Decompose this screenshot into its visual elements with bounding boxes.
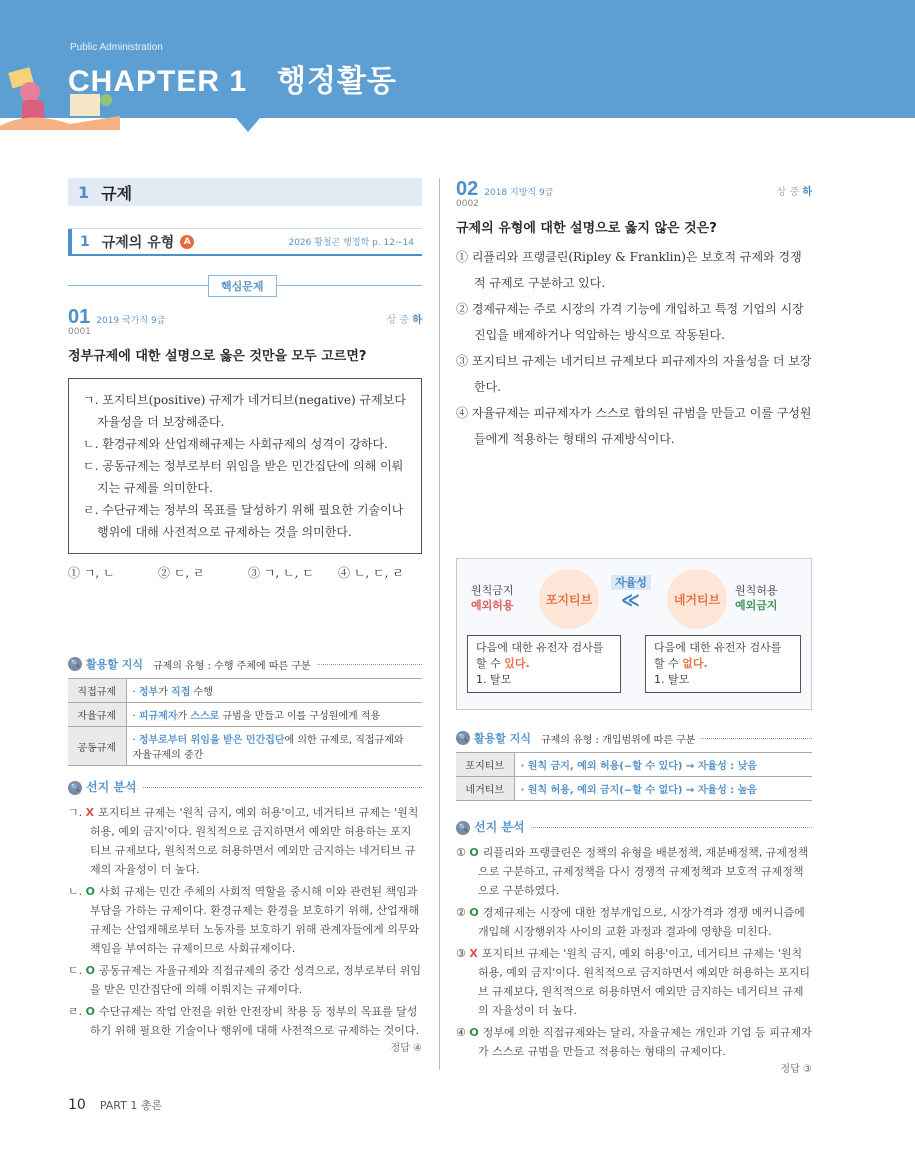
answer-label: 정답 ③: [780, 1064, 812, 1075]
chapter-name: 행정활동: [277, 65, 397, 98]
row-header: 네거티브: [456, 777, 514, 801]
analysis-item: ㄹ. O 수단규제는 작업 안전을 위한 안전장비 착용 등 정부의 목표를 달성하기 위해 필요한 기술이나 행위에 대해 사전적으로 규제하는 것이다.: [68, 1005, 419, 1037]
knowledge-box: [68, 656, 422, 766]
question-number: 01: [68, 306, 91, 328]
statement-item: ㄹ. 수단규제는 정부의 목표를 달성하기 위해 필요한 기술이나 행위에 대해 사전적으로 규제하는 것을 의미한다.: [83, 503, 404, 539]
analysis-item: ② O 경제규제는 시장에 대한 정부개입으로, 시장가격과 경쟁 메커니즘에 개입해 시장행위자 사이의 교환 과정과 결과에 영향을 미친다.: [456, 906, 805, 938]
question-source: 2019 국가직 9급: [96, 316, 166, 326]
difficulty-scale: 상 중: [776, 187, 803, 198]
analysis-item: ③ X 포지티브 규제는 '원칙 금지, 예외 허용'이고, 네거티브 규제는 '원칙 허용, 예외 금지'이다. 원칙적으로 금지하면서 예외만 허용하는 포지티브 규제보다, 원칙적으로 허용하면서 예외만 금지하는 네거티브 규제의 자율성이 더 높다.: [456, 947, 811, 1017]
table-row: [68, 727, 422, 766]
difficulty-level: [387, 311, 422, 326]
positive-circle: 포지티브: [539, 569, 599, 629]
page-footer: [68, 1097, 162, 1113]
correct-mark-icon: O: [469, 846, 479, 859]
difficulty-level: [777, 183, 812, 198]
knowledge-label: 활용할 지식: [474, 732, 531, 745]
magnifier-icon: 🔍: [456, 731, 470, 745]
autonomy-label: 자율성: [611, 575, 651, 590]
statement-item: ㄷ. 공동규제는 정부로부터 위임을 받은 민간집단에 의해 이뤄지는 규제를 의미한다.: [83, 459, 404, 495]
answer-analysis: [456, 818, 812, 1079]
analysis-label: 선지 분석: [86, 780, 137, 794]
option[interactable]: ① ㄱ, ㄴ: [68, 566, 115, 580]
importance-badge: A: [180, 235, 194, 249]
question-text: 규제의 유형에 대한 설명으로 옳지 않은 것은?: [456, 221, 717, 236]
row-header: 자율규제: [68, 703, 126, 727]
positive-desc: 원칙금지 예외허용: [471, 584, 514, 612]
analysis-item: ① O 리플리와 프랭클린은 정책의 유형을 배분정책, 재분배정책, 규제정책으로 구분하고, 규제정책을 다시 경쟁적 규제정책과 보호적 규제정책으로 구분하였다.: [456, 846, 809, 897]
option[interactable]: ② ㄷ, ㄹ: [158, 566, 205, 580]
wrong-mark-icon: X: [469, 947, 478, 960]
left-column: [68, 178, 422, 1054]
magnifier-icon: 🔍: [68, 781, 82, 795]
question-text: 정부규제에 대한 설명으로 옳은 것만을 모두 고르면?: [68, 349, 367, 364]
answer-label: 정답 ④: [390, 1043, 422, 1054]
knowledge-title: 규제의 유형 : 수행 주체에 따른 구분: [152, 660, 311, 672]
negative-desc: 원칙허용 예외금지: [735, 584, 778, 612]
core-problem-divider: [68, 278, 422, 292]
row-content: · 피규제자가 스스로 규범을 만들고 이를 구성원에게 적용: [126, 703, 422, 727]
row-content: · 정부가 직접 수행: [126, 679, 422, 703]
analysis-label: 선지 분석: [474, 820, 525, 834]
chapter-title: [68, 56, 397, 100]
question-header: [456, 178, 812, 201]
choice[interactable]: ③ 포지티브 규제는 네거티브 규제보다 피규제자의 자율성을 더 보장한다.: [456, 354, 812, 394]
negative-circle: 네거티브: [667, 569, 727, 629]
knowledge-heading: [456, 730, 812, 746]
subsection-bar: [68, 229, 72, 255]
option[interactable]: ④ ㄴ, ㄷ, ㄹ: [338, 566, 404, 580]
correct-mark-icon: O: [85, 964, 95, 977]
answer-choices: [456, 244, 812, 452]
row-content: · 원칙 금지, 예외 허용(~할 수 있다) → 자율성 : 낮음: [514, 753, 812, 777]
section-heading: [68, 178, 422, 206]
difficulty-selected: 하: [412, 315, 422, 326]
question-source: 2018 지방직 9급: [484, 188, 554, 198]
analysis-heading: [456, 818, 812, 837]
series-label: Public Administration: [70, 42, 163, 53]
row-header: 포지티브: [456, 753, 514, 777]
right-column: [456, 178, 812, 1075]
comparison-arrow-icon: ≪: [621, 590, 640, 611]
column-divider: [439, 178, 440, 1070]
answer-analysis: [68, 778, 422, 1058]
statement-item: ㄱ. 포지티브(positive) 규제가 네거티브(negative) 규제보다 자율성을 더 보장해준다.: [83, 393, 406, 429]
wrong-mark-icon: X: [85, 806, 95, 819]
question-header: [68, 306, 422, 329]
table-row: [456, 753, 812, 777]
regulation-diagram: [456, 558, 812, 710]
choice[interactable]: ① 리플리와 프랭클린(Ripley & Franklin)은 보호적 규제와 경쟁적 규제로 구분하고 있다.: [456, 250, 802, 290]
subsection-number: 1: [80, 233, 90, 250]
subsection-heading: [68, 228, 422, 256]
knowledge-table: [456, 752, 812, 801]
section-number: 1: [78, 182, 90, 202]
choice[interactable]: ④ 자율규제는 피규제자가 스스로 합의된 규범을 만들고 이를 구성원들에게 적용하는 형태의 규제방식이다.: [456, 406, 812, 446]
table-row: [456, 777, 812, 801]
analysis-item: ④ O 정부에 의한 직접규제와는 달리, 자율규제는 개인과 기업 등 피규제자가 스스로 규범을 만들고 적용하는 형태의 규제이다.: [456, 1026, 812, 1058]
analysis-item: ㄱ. X 포지티브 규제는 '원칙 금지, 예외 허용'이고, 네거티브 규제는 '원칙 허용, 예외 금지'이다. 원칙적으로 금지하면서 예외만 허용하는 포지티브 규제보다, 원칙적으로 허용하면서 예외만 금지하는 네거티브 규제의 자율성이 더 높다.: [68, 806, 419, 876]
part-label: PART 1 총론: [99, 1099, 163, 1112]
correct-mark-icon: O: [85, 1005, 95, 1018]
magnifier-icon: 🔍: [68, 657, 82, 671]
negative-example-box: 다음에 대한 유전자 검사를 할 수 없다. 1. 탈모: [645, 635, 801, 693]
question-id: 0001: [68, 327, 91, 337]
table-row: [68, 679, 422, 703]
subsection-title: 규제의 유형: [101, 234, 175, 251]
option[interactable]: ③ ㄱ, ㄴ, ㄷ: [248, 566, 314, 580]
row-content: · 정부로부터 위임을 받은 민간집단에 의한 규제로, 직접규제와 자율규제의 중간: [126, 727, 422, 766]
correct-mark-icon: O: [469, 1026, 479, 1039]
magnifier-icon: 🔍: [456, 821, 470, 835]
analysis-item: ㄷ. O 공동규제는 자율규제와 직접규제의 중간 성격으로, 정부로부터 위임을 받은 민간집단에 의해 이뤄지는 규제이다.: [68, 964, 421, 996]
correct-mark-icon: O: [469, 906, 479, 919]
correct-mark-icon: O: [85, 885, 95, 898]
answer-options: [68, 564, 422, 581]
core-problem-label: 핵심문제: [208, 275, 277, 297]
section-title: 규제: [101, 183, 133, 203]
analysis-item: ㄴ. O 사회 규제는 민간 주체의 사회적 역할을 중시해 이와 관련된 책임과 부담을 가하는 규제이다. 환경규제는 환경을 보호하기 위해, 산업재해규제는 산업재해로부터 노동자를 보호하기 위해 관계자들에게 의무와 책임을 부여하는 규제이므로 사회규제이다.: [68, 885, 420, 955]
row-content: · 원칙 허용, 예외 금지(~할 수 없다) → 자율성 : 높음: [514, 777, 812, 801]
statement-item: ㄴ. 환경규제와 산업재해규제는 사회규제의 성격이 강하다.: [83, 437, 388, 451]
chapter-number: CHAPTER 1: [68, 65, 248, 98]
positive-example-box: 다음에 대한 유전자 검사를 할 수 있다. 1. 탈모: [467, 635, 621, 693]
knowledge-heading: [68, 656, 422, 672]
choice[interactable]: ② 경제규제는 주로 시장의 가격 기능에 개입하고 특정 기업의 시장 진입을 배제하거나 억압하는 방식으로 작동된다.: [456, 302, 804, 342]
banner-notch: [236, 118, 260, 132]
textbook-reference: 2026 황철곤 행정학 p. 12~14: [288, 238, 414, 248]
difficulty-scale: 상 중: [386, 315, 413, 326]
knowledge-title: 규제의 유형 : 개입범위에 따른 구분: [540, 734, 696, 746]
row-header: 직접규제: [68, 679, 126, 703]
knowledge-box: [456, 730, 812, 801]
table-row: [68, 703, 422, 727]
knowledge-table: [68, 678, 422, 766]
page-number: 10: [68, 1097, 86, 1113]
analysis-heading: [68, 778, 422, 797]
question-id: 0002: [456, 199, 479, 209]
question-01: [68, 306, 422, 581]
difficulty-selected: 하: [802, 187, 812, 198]
statement-box: [68, 378, 422, 554]
knowledge-label: 활용할 지식: [86, 658, 143, 671]
row-header: 공동규제: [68, 727, 126, 766]
question-number: 02: [456, 178, 479, 200]
